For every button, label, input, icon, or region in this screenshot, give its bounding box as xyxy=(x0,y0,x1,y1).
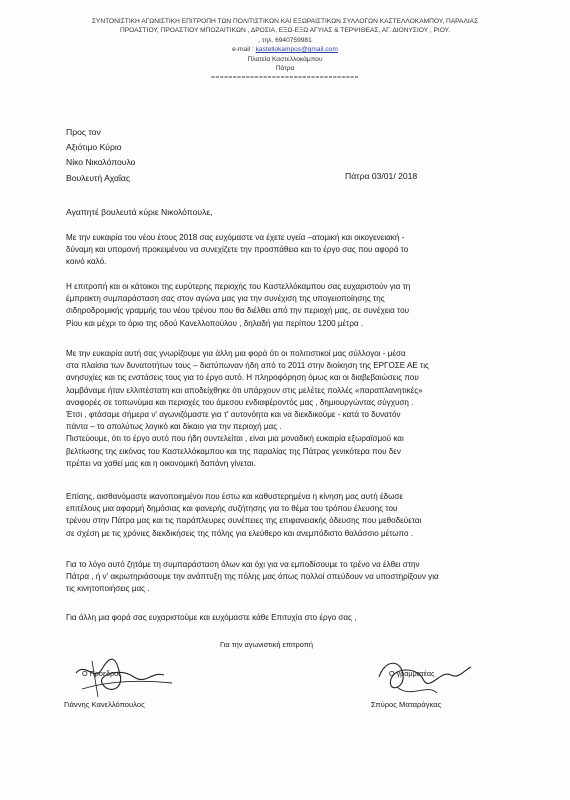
letterhead-line: ΣΥΝΤΟΝΙΣΤΙΚΗ ΑΓΩΝΙΣΤΙΚΗ ΕΠΙΤΡΟΠΗ ΤΩΝ ΠΟΛΙΤΙΣΤΙΚΩΝ ΚΑΙ ΕΞΩΡΑΙΣΤΙΚΩΝ ΣΥΛΛΟΓΩΝ ΚΑΣΤΕΛΛΟΚΑΜΠΟΥ, ΠΑΡΑΛΙΑΣ xyxy=(91,18,479,25)
recipient-line: Βουλευτή Αχαΐας xyxy=(66,172,130,183)
text-line: Ρίου και μέχρι το όριο της οδού Κανελλοπούλου , δηλαδή για περίπου 1200 μέτρα . xyxy=(66,318,364,328)
text-line: βελτίωσης της εικόνας του Καστελλόκαμπου και της παραλίας της Πάτρας γενικότερα που δεν xyxy=(66,446,401,456)
letterhead xyxy=(60,17,510,83)
committee-caption: Για την αγωνιστική επιτροπή xyxy=(220,640,313,649)
text-line: Έτσι , φτάσαμε σήμερα ν' αγωνιζόμαστε για τ' αυτονόητα και να διεκδικούμε - κατά το δυνατόν xyxy=(66,410,401,420)
salutation: Αγαπητέ βουλευτά κύριε Νικολόπουλε, xyxy=(66,207,213,217)
text-line: πρέπει να χαθεί μας και η οικονομική δαπάνη γίνεται. xyxy=(66,458,256,468)
text-line: Για το λόγο αυτό ζητάμε τη συμπαράσταση όλων και όχι για να εμποδίσουμε το τρένο να έλθει στην xyxy=(66,560,420,569)
text-line: Με την ευκαιρία αυτή σας γνωρίζουμε για άλλη μια φορά ότι οι πολιτιστικοί μας σύλλογοι - μέσα xyxy=(66,349,406,358)
secretary-title: Ο γραμματέας xyxy=(389,669,435,678)
text-line: Πάτρα , ή ν' ακρωτηριάσουμε την ανάπτυξη της πόλης μας όπως πολλοί σπεύδουν να υποστηρίξουν για xyxy=(66,572,439,582)
paragraph-3 xyxy=(66,348,474,470)
recipient-block xyxy=(66,125,135,186)
text-line: τρένου στην Πάτρα μας και τις παράπλευρες συνέπειες της επιφανειακής όδευσης που μεθοδεύεται xyxy=(66,516,422,526)
text-line: τις κινητοποιήσεις μας . xyxy=(66,584,150,594)
president-name: Γιάννης Κανελλόπουλος xyxy=(64,700,145,709)
text-line: σιδηροδρομικής γραμμής του νέου τρένου που θα διέλθει από την περιοχή μας, σε συνέχεια του xyxy=(66,306,410,316)
paragraph-2 xyxy=(66,281,474,330)
letterhead-line: Πάτρα xyxy=(275,65,295,73)
text-line: λαμβάναμε ήταν ελλιπέστατη και αποδείχθηκε ότι υπάρχουν στις μελέτες πολλές «παραπλανητικές» xyxy=(66,385,423,395)
letter-date: Πάτρα 03/01/ 2018 xyxy=(345,171,418,181)
paragraph-6 xyxy=(66,612,474,624)
text-line: Η επιτροπή και οι κάτοικοι της ευρύτερης περιοχής του Καστελλόκαμπου σας ευχαριστούν για τη xyxy=(66,282,411,291)
paragraph-5 xyxy=(66,559,474,596)
text-line: Επίσης, αισθανόμαστε ικανοποιημένοι που έστω και καθυστερημένα η κίνηση μας αυτή έδωσε xyxy=(66,492,404,501)
letterhead-phone: , τηλ. 6940759981 xyxy=(258,36,312,44)
recipient-line: Προς τον xyxy=(66,127,101,137)
text-line: σε σχέση με τις χρόνιες διεκδικήσεις της πόλης για ελεύθερο και ανεμπόδιστο θαλάσσιο μέτωπο . xyxy=(66,528,413,538)
paragraph-1 xyxy=(66,232,474,269)
president-title: Ο Πρόεδρος xyxy=(82,669,122,678)
text-line: κοινό καλό. xyxy=(66,257,107,267)
recipient-line: Νίκο Νικολόπουλο xyxy=(66,157,136,168)
text-line: στα πλαίσια των δυνατοτήτων τους – διατύπωναν ήδη από το 2011 στην διοίκηση της ΕΡΓΟΣΕ ΑΕ τις xyxy=(66,361,429,371)
email-link[interactable]: kastellokampos@gmail.com xyxy=(255,46,338,54)
letterhead-divider: ================================== xyxy=(211,74,359,82)
text-line: επιτέλους μια αφορμή δημόσιας και φανερής συζήτησης για το θέμα του τρόπου έλευσης του xyxy=(66,504,398,514)
text-line: Για άλλη μια φορά σας ευχαριστούμε και ευχόμαστε κάθε Επιτυχία στο έργο σας , xyxy=(66,613,357,622)
text-line: ανησυχίες και τις ενστάσεις τους για το έργο αυτό. Η πληροφόρηση όμως και οι διαβεβαιώσεις που xyxy=(66,373,419,383)
letterhead-email: e-mail : kastellokampos@gmail.com xyxy=(232,46,338,54)
text-line: πάντα – το απολύτως λογικό και δίκαιο για την περιοχή μας . xyxy=(66,422,282,432)
letterhead-line: ΠΡΟΑΣΤΙΟΥ, ΠΡΟΑΣΤΙΟΥ ΜΠΟΖΑΙΤΙΚΩΝ , ΔΡΟΣΙΑ, ΕΞΩ-ΕΞΩ ΑΓΥΙΑΣ & ΤΕΡΨΙΘΕΑΣ, ΑΓ. ΔΙΟΝΥΣΙΟΥ , ΡΙΟΥ. xyxy=(119,27,451,35)
text-line: Με την ευκαιρία του νέου έτους 2018 σας ευχόμαστε να έχετε υγεία –ατομική και οικογενειακή - xyxy=(66,233,405,242)
recipient-line: Αξιότιμο Κύριο xyxy=(66,142,122,153)
secretary-name: Σπύρος Ματαράγκας xyxy=(371,700,442,709)
text-line: Πιστεύουμε, ότι το έργο αυτό που ήδη συντελείται , είναι μια μοναδική ευκαιρία εξωραϊσμού και xyxy=(66,434,404,444)
text-line: δύναμη και υπομονή προκειμένου να συνεχίζετε την προσπάθεια και το έργο σας που αφορά το xyxy=(66,245,409,255)
letterhead-line: Πλατεία Καστελλοκάμπου xyxy=(247,55,323,63)
paragraph-4 xyxy=(66,491,474,540)
text-line: αναφορές σε τοπωνύμια και περιοχές του άμεσου ενδιαφέροντός μας , δημιουργώντας σύγχυση . xyxy=(66,397,414,407)
text-line: έμπρακτη συμπαράσταση σας στον αγώνα μας για την συνέχιση της υπογειοποίησης της xyxy=(66,294,385,304)
